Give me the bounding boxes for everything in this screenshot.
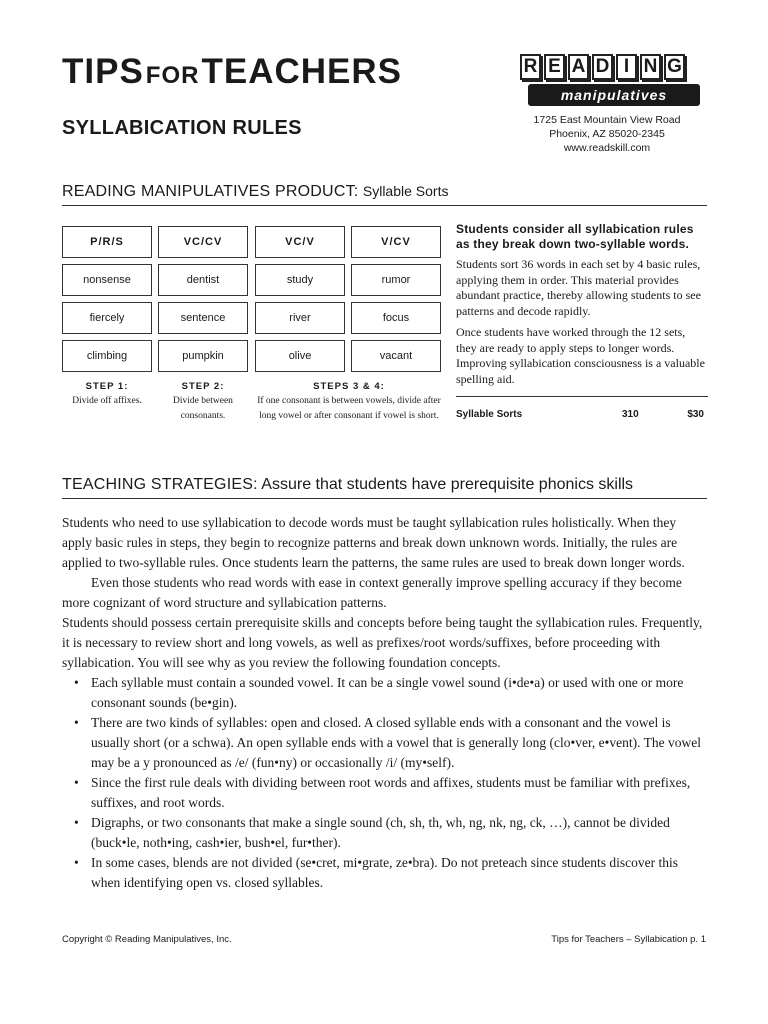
- strategies-heading: [62, 476, 707, 499]
- step-2: [152, 379, 254, 424]
- description-paragraph: Students sort 36 words in each set by 4 basic rules, applying them in order. This material provides abundant practice, thereby allowing students to see patterns and decode rapidly.: [456, 257, 701, 318]
- step-text: If one consonant is between vowels, divide after: [257, 396, 441, 406]
- title-teachers: TEACHERS: [201, 52, 402, 91]
- list-item: • Since the first rule deals with dividing between root words and affixes, students must be familiar with prefixes, suffixes, and root words.: [62, 773, 708, 813]
- item-number: 310: [622, 409, 639, 420]
- word-cell: river: [255, 302, 345, 334]
- title-tips: TIPS: [62, 52, 144, 91]
- step-label: STEP 1:: [85, 381, 129, 392]
- word-cell: study: [255, 264, 345, 296]
- strategies-body: [62, 513, 708, 893]
- step-text: Divide off affixes.: [72, 396, 142, 406]
- title-for: FOR: [145, 62, 200, 89]
- column-header: VC/V: [255, 226, 345, 258]
- address-block: [506, 113, 708, 155]
- column-header: V/CV: [351, 226, 441, 258]
- step-text: consonants.: [180, 411, 226, 421]
- logo-letter: R: [520, 54, 541, 80]
- sort-column-vccv: [158, 226, 248, 378]
- address-street: 1725 East Mountain View Road: [533, 114, 681, 126]
- word-cell: dentist: [158, 264, 248, 296]
- concept-list: [62, 673, 708, 893]
- item-name: Syllable Sorts: [456, 409, 523, 420]
- word-cell: rumor: [351, 264, 441, 296]
- strategies-heading-text: Assure that students have prerequisite phonics skills: [261, 476, 634, 493]
- column-header: P/R/S: [62, 226, 152, 258]
- item-price: $30: [687, 409, 704, 420]
- step-label: STEP 2:: [181, 381, 225, 392]
- sort-column-prs: [62, 226, 152, 378]
- footer-copyright: Copyright © Reading Manipulatives, Inc.: [62, 934, 232, 945]
- column-header: VC/CV: [158, 226, 248, 258]
- step-text: Divide between: [173, 396, 233, 406]
- step-1: [62, 379, 152, 409]
- step-text: long vowel or after consonant if vowel is short.: [259, 411, 439, 421]
- word-cell: pumpkin: [158, 340, 248, 372]
- price-row: [456, 396, 708, 420]
- logo-letter: D: [592, 54, 613, 80]
- page-title: [62, 54, 402, 89]
- description-heading: Students consider all syllabication rules as they break down two-syllable words.: [456, 222, 694, 251]
- logo-letters: [520, 54, 685, 80]
- body-paragraph: Students should possess certain prerequisite skills and concepts before being taught the syllabication rules. Frequently, it is necessary to review short and long vowels, as well as prefixes/root words/suffixes, before proceeding with syllabication. You will see why as you review the following foundation concepts.: [62, 615, 703, 670]
- word-cell: climbing: [62, 340, 152, 372]
- word-cell: fiercely: [62, 302, 152, 334]
- list-item: • There are two kinds of syllables: open and closed. A closed syllable ends with a consonant and the vowel is usually short (or a schwa). An open syllable ends with a vowel that is generally long (clo•ver, e•vent). The vowel may be a y pronounced as /e/ (fun•ny) or occasionally /i/ (my•self).: [62, 713, 708, 773]
- product-heading-name: Syllable Sorts: [362, 183, 449, 199]
- sort-column-vcv: [255, 226, 345, 378]
- word-cell: focus: [351, 302, 441, 334]
- step-3-4: [250, 379, 448, 424]
- word-cell: olive: [255, 340, 345, 372]
- product-heading-label: READING MANIPULATIVES PRODUCT:: [62, 183, 359, 200]
- logo-letter: G: [664, 54, 685, 80]
- word-cell: nonsense: [62, 264, 152, 296]
- strategies-heading-label: TEACHING STRATEGIES:: [62, 476, 258, 493]
- step-label: STEPS 3 & 4:: [313, 381, 385, 392]
- footer-page-label: Tips for Teachers – Syllabication p. 1: [551, 934, 706, 945]
- body-paragraph: Students who need to use syllabication to decode words must be taught syllabication rules holistically. When they apply basic rules in steps, they begin to recognize patterns and break down unknown words. Initially, the rules are applied to two-syllable rules. Once students learn the patterns, the same rules are used to break down longer words.: [62, 515, 685, 570]
- logo-tagline: manipulatives: [528, 84, 700, 106]
- logo-letter: A: [568, 54, 589, 80]
- logo-letter: N: [640, 54, 661, 80]
- sort-column-vcv-long: [351, 226, 441, 378]
- list-item: • Each syllable must contain a sounded vowel. It can be a single vowel sound (i•de•a) or used with one or more consonant sounds (be•gin).: [62, 673, 708, 713]
- description-paragraph: Once students have worked through the 12 sets, they are ready to apply steps to longer words. Improving syllabication consciousness is a valuable spelling aid.: [456, 325, 705, 386]
- address-website: www.readskill.com: [563, 142, 651, 154]
- page-subtitle: SYLLABICATION RULES: [62, 117, 302, 139]
- list-item: • In some cases, blends are not divided (se•cret, mi•grate, ze•bra). Do not preteach since students discover this when identifying open vs. closed syllables.: [62, 853, 708, 893]
- word-cell: vacant: [351, 340, 441, 372]
- body-paragraph: Even those students who read words with ease in context generally improve spelling accuracy if they become more cognizant of word structure and syllabication patterns.: [62, 575, 682, 610]
- logo-letter: I: [616, 54, 637, 80]
- product-description: [456, 222, 708, 393]
- product-heading: [62, 183, 707, 206]
- reading-manipulatives-logo: [514, 52, 706, 110]
- address-city: Phoenix, AZ 85020-2345: [549, 128, 665, 140]
- logo-letter: E: [544, 54, 565, 80]
- word-cell: sentence: [158, 302, 248, 334]
- list-item: • Digraphs, or two consonants that make a single sound (ch, sh, th, wh, ng, nk, ng, ck, …), cannot be divided (buck•le, noth•ing, cash•ier, bush•el, fur•ther).: [62, 813, 708, 853]
